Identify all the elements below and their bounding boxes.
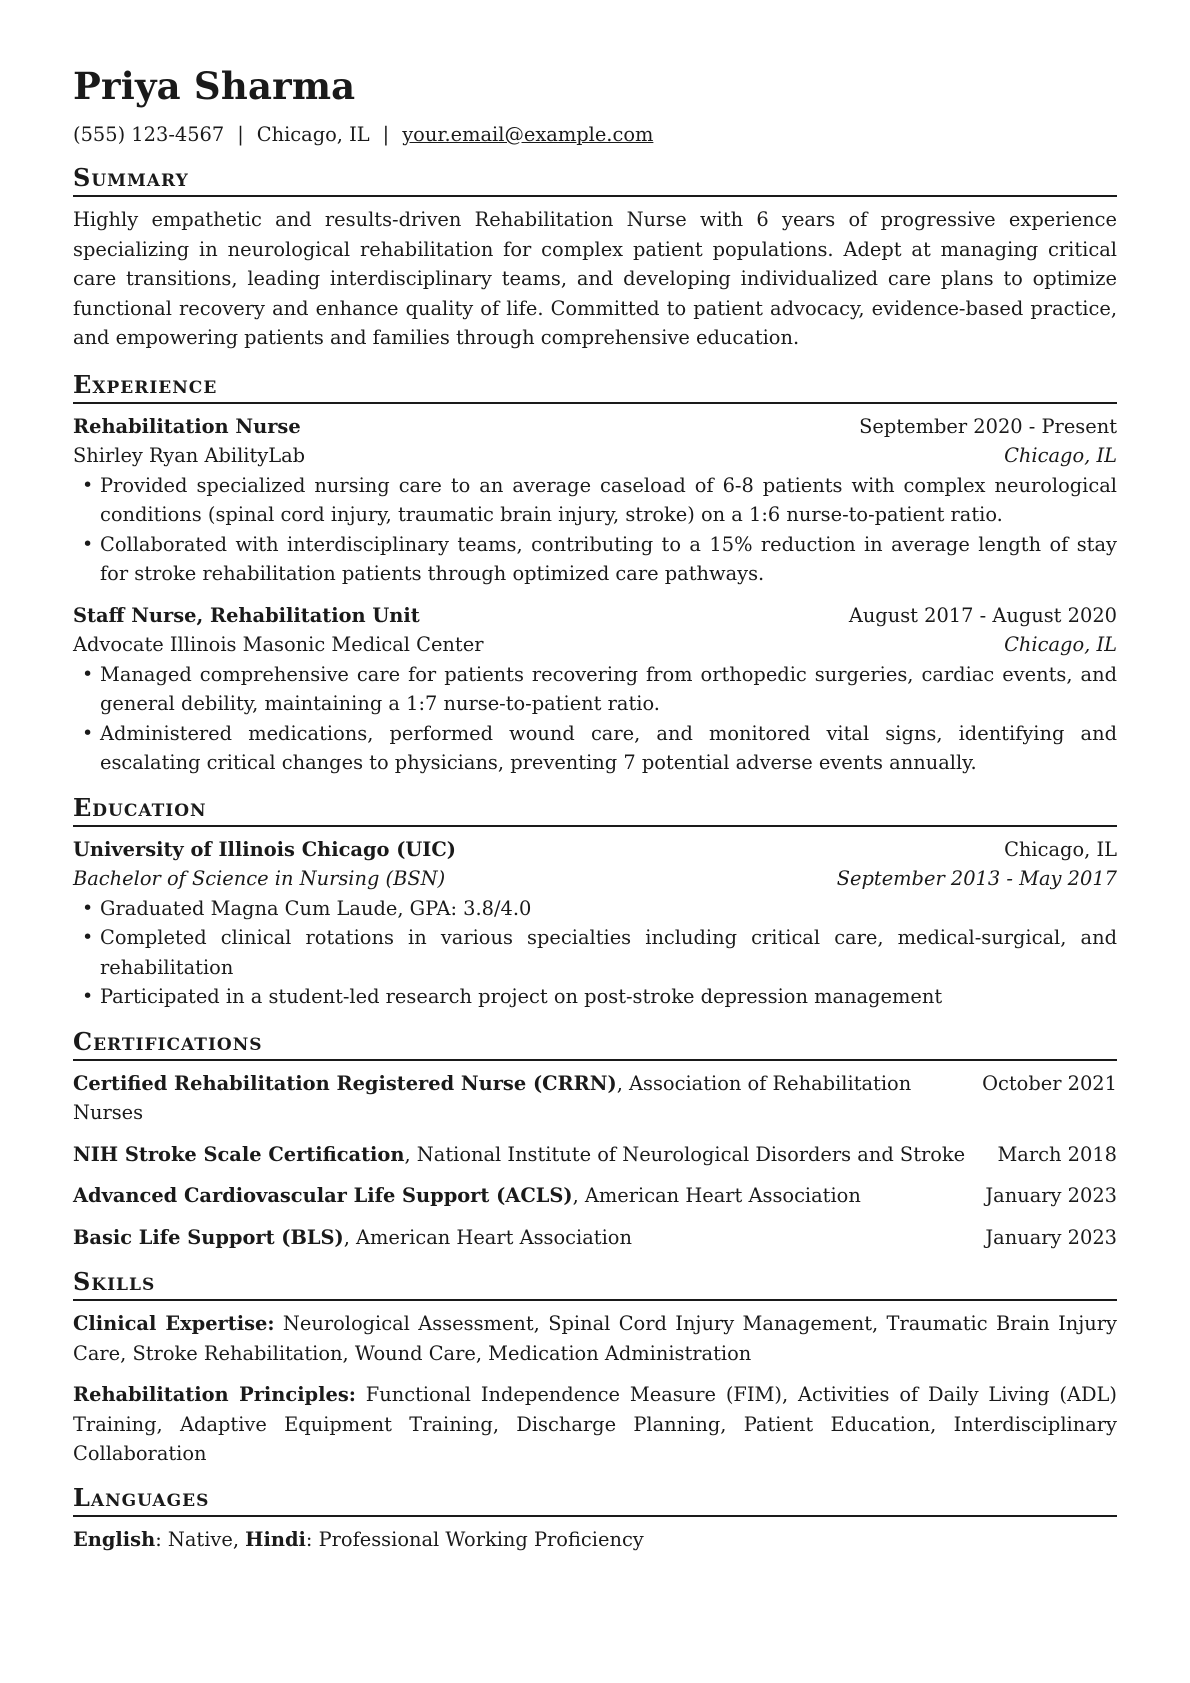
bullet-text: Collaborated with interdisciplinary teams, contributing to a 15% reduction in average length of stay for stroke rehabilitation patients through optimized care pathways.: [100, 532, 1117, 585]
bullet-text: Participated in a student-led research project on post-stroke depression management: [100, 985, 943, 1008]
languages-section: [73, 1482, 1117, 1555]
job-title: Staff Nurse, Rehabilitation Unit: [73, 603, 420, 627]
phone-number: (555) 123-4567: [73, 123, 225, 146]
education-section: [73, 792, 1117, 1012]
skill-group: [73, 1309, 1117, 1368]
certification-date: March 2018: [997, 1142, 1117, 1166]
certification-name: Advanced Cardiovascular Life Support (ACLS): [73, 1184, 573, 1207]
section-title-languages: Languages: [73, 1482, 1117, 1517]
summary-text: Highly empathetic and results-driven Rehabilitation Nurse with 6 years of progressive experience specializing in neurological rehabilitation for complex patient populations. Adept at managing critical care transitions, leading interdisciplinary teams, and developing individualized care plans to optimize functional recovery and enhance quality of life. Committed to patient advocacy, evidence-based practice, and empowering patients and families through comprehensive education.: [73, 208, 1117, 349]
certification-item: [73, 1069, 1117, 1128]
certification-list: [73, 1069, 1117, 1253]
skills-list: [73, 1309, 1117, 1469]
certification-issuer: , National Institute of Neurological Disorders and Stroke: [404, 1142, 966, 1166]
bullet-icon: •: [82, 896, 94, 919]
certification-date: January 2023: [985, 1225, 1117, 1249]
location: Chicago, IL: [256, 123, 370, 146]
bullet-text: Provided specialized nursing care to an average caseload of 6-8 patients with complex neurological conditions (spinal cord injury, traumatic brain injury, stroke) on a 1:6 nurse-to-patient ratio.: [100, 473, 1117, 526]
certification-name: Basic Life Support (BLS): [73, 1225, 344, 1249]
bullet-item: [73, 894, 1117, 924]
bullet-icon: •: [82, 926, 94, 948]
job-entry: [73, 601, 1117, 778]
education-dates: September 2013 - May 2017: [836, 867, 1117, 890]
certifications-section: [73, 1026, 1117, 1253]
bullet-text: Graduated Magna Cum Laude, GPA: 3.8/4.0: [100, 896, 532, 920]
skill-group-text: Neurological Assessment, Spinal Cord Injury Management, Traumatic Brain Injury Care, Stroke Rehabilitation, Wound Care, Medication Administration: [73, 1312, 1117, 1365]
job-dates: August 2017 - August 2020: [848, 603, 1117, 627]
skill-group: [73, 1380, 1117, 1469]
certification-item: [73, 1140, 1117, 1170]
languages-line: [73, 1525, 1117, 1555]
certification-issuer: , American Heart Association: [572, 1184, 861, 1207]
bullet-text: Managed comprehensive care for patients recovering from orthopedic surgeries, cardiac events, and general debility, maintaining a 1:7 nurse-to-patient ratio.: [100, 662, 1117, 715]
job-title: Rehabilitation Nurse: [73, 414, 301, 438]
bullet-text: Administered medications, performed wound care, and monitored vital signs, identifying and escalating critical changes to physicians, preventing 7 potential adverse events annually.: [100, 721, 1117, 774]
language-level: : Native: [155, 1527, 233, 1551]
bullet-item: [73, 982, 1117, 1012]
language-joiner: ,: [232, 1527, 246, 1551]
employer-name: Shirley Ryan AbilityLab: [73, 444, 306, 467]
education-entry: [73, 835, 1117, 1012]
job-dates: September 2020 - Present: [859, 414, 1117, 438]
employer-name: Advocate Illinois Masonic Medical Center: [73, 633, 484, 656]
certification-item: [73, 1223, 1117, 1253]
bullet-item: [73, 530, 1117, 589]
contact-separator: |: [237, 123, 244, 146]
language-level: : Professional Working Proficiency: [305, 1527, 644, 1551]
certification-date: October 2021: [982, 1071, 1117, 1095]
email-link[interactable]: your.email@example.com: [402, 123, 654, 146]
job-bullets: [73, 471, 1117, 589]
job-location: Chicago, IL: [1004, 444, 1117, 467]
section-title-certifications: Certifications: [73, 1026, 1117, 1061]
certification-issuer: , American Heart Association: [343, 1225, 632, 1249]
bullet-icon: •: [82, 532, 94, 555]
degree-name: Bachelor of Science in Nursing (BSN): [73, 867, 446, 890]
language-name: English: [73, 1527, 156, 1551]
job-bullets: [73, 660, 1117, 778]
job-entry: [73, 412, 1117, 589]
bullet-item: [73, 471, 1117, 530]
skill-group-label: Rehabilitation Principles:: [73, 1383, 356, 1406]
bullet-text: Completed clinical rotations in various specialties including critical care, medical-surgical, and rehabilitation: [100, 926, 1117, 979]
language-name: Hindi: [245, 1527, 306, 1551]
skill-group-label: Clinical Expertise:: [73, 1312, 275, 1335]
candidate-name: Priya Sharma: [73, 64, 356, 108]
education-bullets: [73, 894, 1117, 1012]
section-title-experience: Experience: [73, 369, 1117, 404]
school-name: University of Illinois Chicago (UIC): [73, 837, 456, 861]
bullet-icon: •: [82, 662, 94, 685]
skills-section: [73, 1266, 1117, 1469]
bullet-icon: •: [82, 721, 94, 744]
certification-issuer: , Association of Rehabilitation Nurses: [73, 1071, 912, 1124]
bullet-icon: •: [82, 985, 94, 1007]
certification-name: NIH Stroke Scale Certification: [73, 1142, 405, 1166]
job-location: Chicago, IL: [1004, 633, 1117, 656]
bullet-item: [73, 660, 1117, 719]
section-title-education: Education: [73, 792, 1117, 827]
certification-item: [73, 1181, 1117, 1211]
section-title-skills: Skills: [73, 1266, 1117, 1301]
bullet-item: [73, 719, 1117, 778]
skill-group-text: Functional Independence Measure (FIM), Activities of Daily Living (ADL) Training, Adaptive Equipment Training, Discharge Planning, Patient Education, Interdisciplinary Collaboration: [73, 1383, 1117, 1465]
school-location: Chicago, IL: [1004, 837, 1117, 861]
contact-separator: |: [382, 123, 390, 146]
section-title-summary: Summary: [73, 162, 1117, 197]
bullet-item: [73, 923, 1117, 982]
summary-section: [73, 162, 1117, 353]
contact-line: [73, 122, 1117, 148]
bullet-icon: •: [82, 473, 94, 496]
certification-date: January 2023: [985, 1184, 1117, 1207]
experience-section: [73, 369, 1117, 778]
certification-name: Certified Rehabilitation Registered Nurse (CRRN): [73, 1071, 617, 1095]
